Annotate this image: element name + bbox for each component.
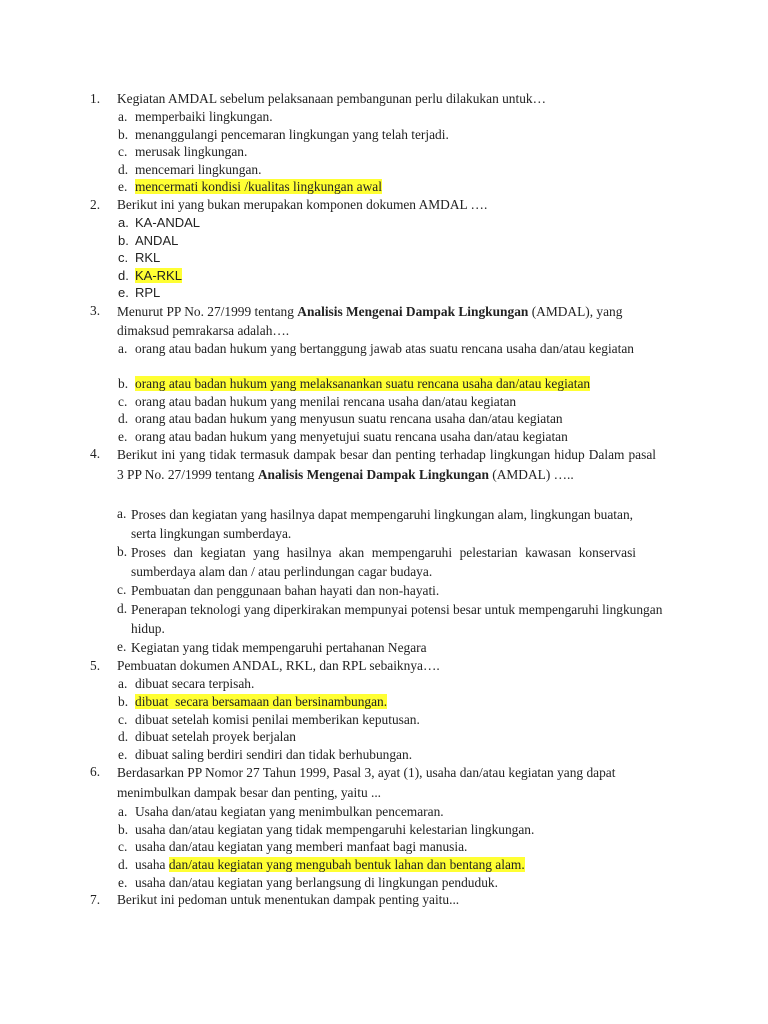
- option-e: e. RPL: [118, 285, 161, 301]
- option-d: d. mencemari lingkungan.: [118, 161, 262, 177]
- option-c: c. RKL: [118, 250, 161, 266]
- option-d-answer: d. KA-RKL: [118, 267, 182, 283]
- option-d: d. Penerapan teknologi yang diperkirakan mempunyai potensi besar untuk mempengaruhi lingkungan hidup.: [117, 601, 663, 637]
- option-a: a. orang atau badan hukum yang bertanggung jawab atas suatu rencana usaha dan/atau kegiatan: [118, 340, 634, 356]
- option-c: c. orang atau badan hukum yang menilai rencana usaha dan/atau kegiatan: [118, 393, 517, 409]
- option-b-answer: b. orang atau badan hukum yang melaksanankan suatu rencana usaha dan/atau kegiatan: [118, 375, 591, 391]
- question-text: Berikut ini pedoman untuk menentukan dampak penting yaitu...: [117, 892, 460, 908]
- question-number: 5.: [90, 658, 101, 674]
- option-a: a. KA-ANDAL: [118, 214, 201, 230]
- option-d: d. dibuat setelah proyek berjalan: [118, 729, 296, 745]
- option-d-answer: d. usaha dan/atau kegiatan yang mengubah bentuk lahan dan bentang alam.: [118, 857, 525, 873]
- option-a: a. dibuat secara terpisah.: [118, 676, 255, 692]
- question-5: [0, 657, 768, 763]
- highlighted-answer: dibuat secara bersamaan dan bersinambungan.: [135, 693, 388, 709]
- question-text: Pembuatan dokumen ANDAL, RKL, dan RPL sebaiknya….: [117, 658, 440, 674]
- option-b: b. Proses dan kegiatan yang hasilnya akan mempengaruhi pelestarian kawasan konservasi sumberdaya alam dan / atau perlindungan cagar budaya.: [117, 544, 636, 580]
- option-c: c. merusak lingkungan.: [118, 144, 248, 160]
- option-c: c. dibuat setelah komisi penilai memberikan keputusan.: [118, 711, 420, 727]
- option-e-answer: e. mencermati kondisi /kualitas lingkungan awal: [118, 179, 382, 195]
- question-7: [0, 891, 768, 909]
- question-3: [0, 302, 768, 445]
- option-b: b. ANDAL: [118, 232, 179, 248]
- question-text: Kegiatan AMDAL sebelum pelaksanaan pembangunan perlu dilakukan untuk…: [117, 91, 547, 106]
- option-b: b. menanggulangi pencemaran lingkungan yang telah terjadi.: [118, 126, 449, 142]
- exam-document: [0, 90, 768, 909]
- question-number: 2.: [90, 196, 101, 212]
- question-number: 6.: [90, 764, 101, 780]
- question-2: [0, 196, 768, 302]
- question-number: 1.: [90, 91, 101, 106]
- question-text: Berdasarkan PP Nomor 27 Tahun 1999, Pasal 3, ayat (1), usaha dan/atau kegiatan yang dapat menimbulkan dampak besar dan penting, yaitu ...: [117, 765, 616, 801]
- question-1: [0, 90, 768, 196]
- question-text: Berikut ini yang bukan merupakan komponen dokumen AMDAL ….: [117, 196, 488, 212]
- option-a: a. Proses dan kegiatan yang hasilnya dapat mempengaruhi lingkungan alam, lingkungan buatan, serta lingkungan sumberdaya.: [117, 506, 634, 542]
- option-a: a. memperbaiki lingkungan.: [118, 109, 273, 124]
- question-number: 3.: [90, 302, 101, 318]
- option-e: e. dibuat saling berdiri sendiri dan tidak berhubungan.: [118, 746, 413, 762]
- option-e: e. usaha dan/atau kegiatan yang berlangsung di lingkungan penduduk.: [118, 874, 498, 890]
- highlighted-answer: dan/atau kegiatan yang mengubah bentuk lahan dan bentang alam.: [168, 857, 525, 873]
- option-c: c. Pembuatan dan penggunaan bahan hayati dan non-hayati.: [117, 582, 440, 599]
- question-6: [0, 763, 768, 891]
- option-e: e. Kegiatan yang tidak mempengaruhi pertahanan Negara: [117, 639, 427, 656]
- option-a: a. Usaha dan/atau kegiatan yang menimbulkan pencemaran.: [118, 804, 444, 820]
- highlighted-answer: mencermati kondisi /kualitas lingkungan awal: [135, 179, 382, 195]
- option-d: d. orang atau badan hukum yang menyusun suatu rencana usaha dan/atau kegiatan: [118, 411, 563, 427]
- option-e: e. orang atau badan hukum yang menyetujui suatu rencana usaha dan/atau kegiatan: [118, 428, 568, 444]
- question-number: 7.: [90, 892, 101, 908]
- option-b-answer: b. dibuat secara bersamaan dan bersinambungan.: [118, 693, 388, 709]
- highlighted-answer: KA-RKL: [135, 267, 182, 283]
- question-number: 4.: [90, 446, 101, 462]
- question-text: Menurut PP No. 27/1999 tentang Analisis Mengenai Dampak Lingkungan (AMDAL), yang dimaksud pemrakarsa adalah….: [117, 303, 623, 338]
- question-4: [0, 445, 768, 657]
- highlighted-answer: orang atau badan hukum yang melaksanankan suatu rencana usaha dan/atau kegiatan: [135, 375, 591, 391]
- option-c: c. usaha dan/atau kegiatan yang memberi manfaat bagi manusia.: [118, 839, 468, 855]
- question-text: Berikut ini yang tidak termasuk dampak besar dan penting terhadap lingkungan hidup Dalam pasal 3 PP No. 27/1999 tentang Analisis Mengenai Dampak Lingkungan (AMDAL) …..: [117, 447, 656, 483]
- option-b: b. usaha dan/atau kegiatan yang tidak mempengaruhi kelestarian lingkungan.: [118, 821, 535, 837]
